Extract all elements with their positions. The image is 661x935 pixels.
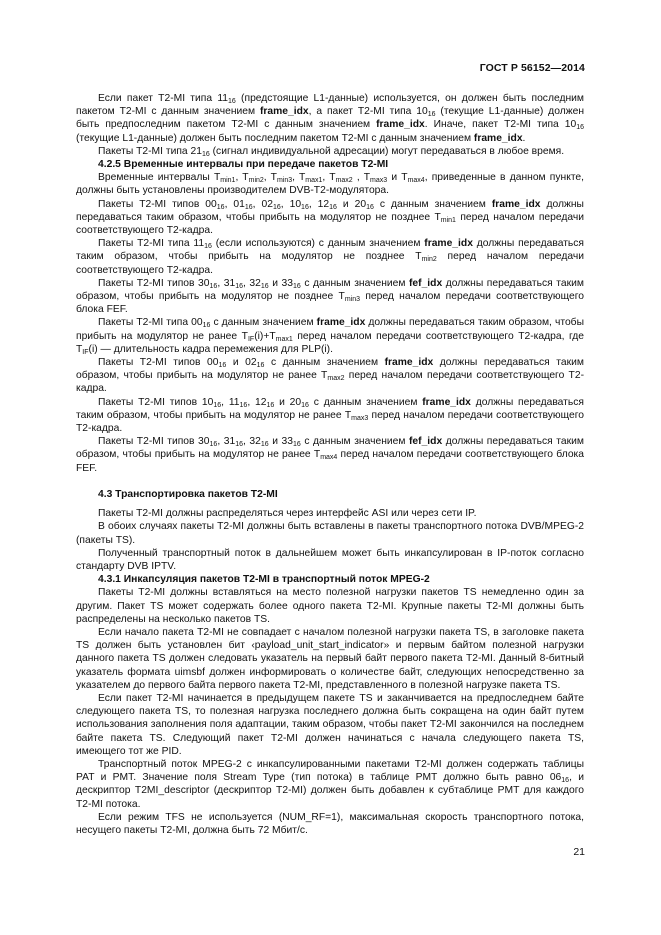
paragraph: Если пакет T2-MI начинается в предыдущем пакете TS и заканчивается на предпоследнем байте следующего пакета TS, то полезная нагрузка последнего должна быть сокращена на один байт путем использования заполнения поля адаптации, таким образом, чтобы пакет T2-MI закончился на последнем байте пакета TS. Следующий пакет T2-MI должен начинаться с начала следующего пакета TS, имеющего тот же PID.	[76, 692, 584, 757]
paragraph: Пакеты T2-MI типов $00_{16}$, $01_{16}$, $02_{16}$, $10_{16}$, $12_{16}$ и $20_{16}$ с данным значением frame_idx должны передаваться таким образом, чтобы прибыть на модулятор не позднее $T_{min1}$ перед началом передачи соответствующего T2-кадра.	[76, 198, 584, 237]
paragraph: Временные интервалы $T_{min1}$, $T_{min2}$, $T_{min3}$, $T_{max1}$, $T_{max2}$ , $T_{max3}$ и $T_{max4}$, приведенные в данном пункте, должны быть установлены производителем DVB-T2-модулятора.	[76, 172, 585, 197]
paragraph: Пакеты T2-MI типов $30_{16}$, $31_{16}$, $32_{16}$ и $33_{16}$ с данным значением fef_idx должны передаваться таким образом, чтобы прибыть на модулятор не позднее $T_{min3}$ перед началом передачи соответствующего блока FEF.	[76, 277, 584, 316]
paragraph: Пакеты T2-MI должны распределяться через интерфейс ASI или через сети IP.	[98, 508, 477, 520]
paragraph: Пакеты T2-MI типа $11_{16}$ (если используются) с данным значением frame_idx должны передаваться таким образом, чтобы прибыть на модулятор не позднее $T_{min2}$ перед началом передачи соответствующего T2-кадра.	[76, 238, 584, 276]
paragraph: Транспортный поток MPEG-2 с инкапсулированными пакетами T2-MI должен содержать таблицы PAT и PMT. Значение поля Stream Type (тип потока) в таблице PMT должно быть равно $06_{16}$, и дескриптор T2MI_descriptor (дескриптор T2-MI) должен быть добавлен к субтаблице PMT для каждого T2-MI потока.	[76, 758, 584, 810]
section-heading-4-3: 4.3 Транспортировка пакетов T2-MI	[98, 488, 278, 500]
paragraph: Пакеты T2-MI типа $21_{16}$ (сигнал индивидуальной адресации) могут передаваться в любое время.	[98, 145, 565, 158]
section-heading-4-3-1: 4.3.1 Инкапсуляция пакетов T2-MI в транспортный поток MPEG-2	[98, 574, 430, 586]
paragraph: Пакеты T2-MI типов $30_{16}$, $31_{16}$, $32_{16}$ и $33_{16}$ с данным значением fef_idx должны передаваться таким образом, чтобы прибыть на модулятор не ранее $T_{max4}$ перед началом передачи соответствующего блока FEF.	[76, 436, 585, 474]
paragraph: Пакеты T2-MI типов $10_{16}$, $11_{16}$, $12_{16}$ и $20_{16}$ с данным значением frame_idx должны передаваться таким образом, чтобы прибыть на модулятор не ранее $T_{max3}$ перед началом передачи соответствующего T2-кадра.	[76, 396, 584, 435]
paragraph: Пакеты T2-MI должны вставляться на место полезной нагрузки пакетов TS немедленно один за другим. Пакет TS может содержать более одного пакета T2-MI. Крупные пакеты T2-MI должны быть распределены на несколько пакетов TS.	[76, 587, 584, 625]
paragraph: Если начало пакета T2-MI не совпадает с началом полезной нагрузки пакета TS, в заголовке пакета TS должен быть установлен бит ‹payload_unit_start_indicator» и первым байтом полезной нагрузки данного пакета TS должен следовать указатель на первый байт первого пакета T2-MI. Данный 8-битный указатель формата uimsbf должен информировать о количестве байт, следующих непосредственно за указателем до первого байта первого пакета T2-MI, представленного в полезной нагрузке пакета TS.	[76, 626, 584, 691]
spacer	[76, 475, 584, 488]
page-number: 21	[573, 846, 585, 858]
standard-header: ГОСТ Р 56152—2014	[479, 62, 585, 74]
section-heading-4-2-5: 4.2.5 Временные интервалы при передаче пакетов T2-MI	[98, 159, 389, 171]
paragraph: Пакеты T2-MI типа $00_{16}$ с данным значением frame_idx должны передаваться таким образом, чтобы прибыть на модулятор не ранее $T_{IF}(i)+T_{max1}$ перед началом передачи соответствующего T2-кадра, где $T_{IF}(i)$ — длительность кадра перемежения для PLP(i).	[76, 317, 585, 356]
paragraph: Если пакет T2-MI типа $11_{16}$ (предстоящие L1-данные) используется, он должен быть последним пакетом T2-MI с данным значением frame_idx, а пакет T2-MI типа $10_{16}$ (текущие L1-данные) должен быть предпоследним пакетом T2-MI с данным значением frame_idx. Иначе, пакет T2-MI типа $10_{16}$ (текущие L1-данные) должен быть последним пакетом T2-MI с данным значением frame_idx.	[76, 93, 584, 144]
paragraph: В обоих случаях пакеты T2-MI должны быть вставлены в пакеты транспортного потока DVB/MPEG-2 (пакеты TS).	[76, 521, 584, 546]
document-body	[76, 92, 584, 837]
paragraph: Пакеты T2-MI типов $00_{16}$ и $02_{16}$ с данным значением frame_idx должны передаваться таким образом, чтобы прибыть на модулятор не ранее $T_{max2}$ перед началом передачи соответствующего T2-кадра.	[76, 357, 585, 395]
paragraph: Полученный транспортный поток в дальнейшем может быть инкапсулирован в IP-поток согласно стандарту DVB IPTV.	[76, 547, 584, 572]
paragraph: Если режим TFS не используется (NUM_RF=1), максимальная скорость транспортного потока, несущего пакеты T2-MI, должна быть 72 Мбит/с.	[76, 811, 584, 836]
